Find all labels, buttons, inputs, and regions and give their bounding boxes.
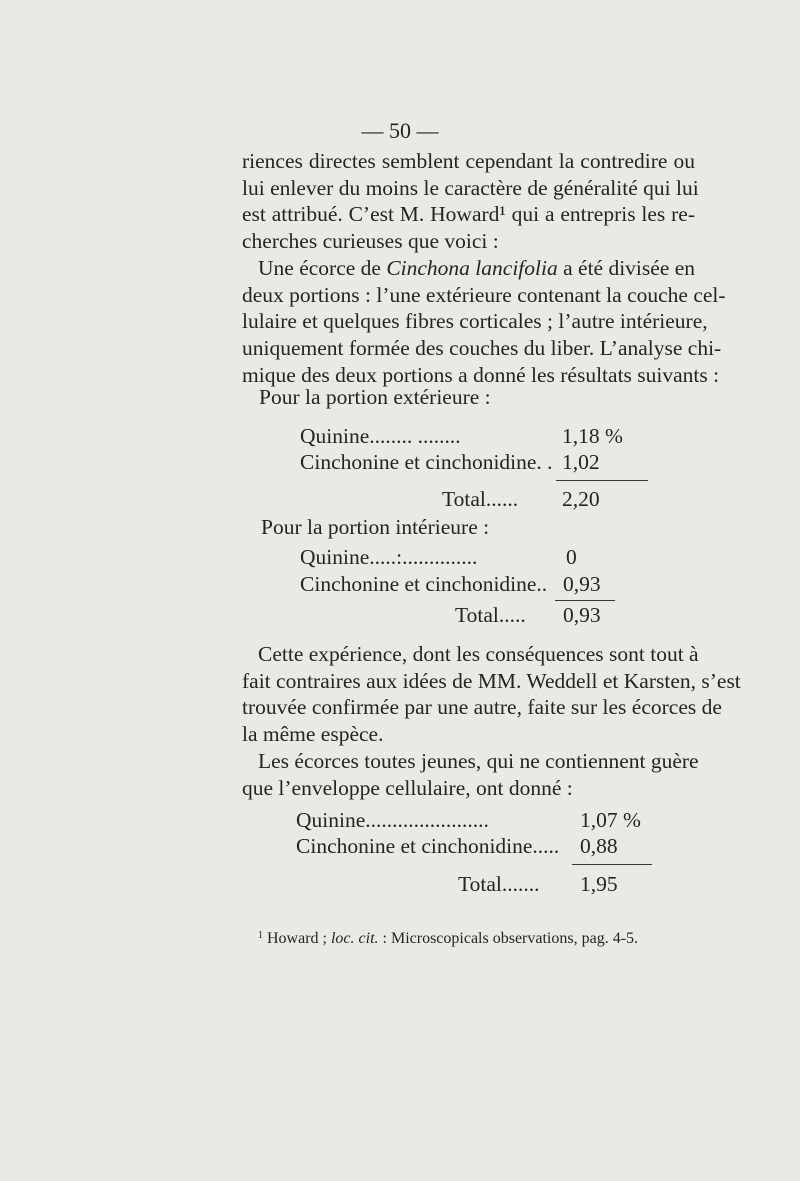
species-name: Cinchona lancifolia (386, 256, 558, 280)
text-line: mique des deux portions a donné les résultats suivants : (242, 362, 720, 387)
interior-cinchonine-value: 0,93 (563, 572, 601, 596)
text-line: est attribué. C’est M. Howard¹ qui a entrepris les re- (242, 202, 695, 227)
text-fragment: a été divisée en (557, 256, 696, 280)
paragraph-3 (242, 641, 741, 748)
text-line: lui enlever du moins le caractère de généralité qui lui (242, 175, 699, 200)
interior-cinchonine-label: Cinchonine et cinchonidine.. (300, 572, 548, 596)
text-line: cherches curieuses que voici : (242, 229, 499, 254)
paragraph-4 (242, 748, 699, 801)
text-line: deux portions : l’une extérieure contenant la couche cel- (242, 282, 726, 307)
footnote-author: Howard ; (267, 930, 331, 947)
young-total-label: Total....... (458, 872, 540, 896)
text-line: que l’enveloppe cellulaire, ont donné : (242, 775, 573, 800)
interior-quinine-label: Quinine.....:.............. (300, 545, 478, 569)
sum-rule (555, 600, 615, 601)
paragraph-1 (242, 148, 699, 255)
exterior-quinine-label: Quinine........ ........ (300, 424, 461, 448)
sum-rule (572, 864, 652, 865)
exterior-cinchonine-label: Cinchonine et cinchonidine. . (300, 450, 553, 474)
interior-quinine-value: 0 (566, 545, 577, 569)
interior-heading: Pour la portion intérieure : (261, 515, 490, 539)
text-line: lulaire et quelques fibres corticales ; l’autre intérieure, (242, 309, 708, 334)
footnote (258, 930, 638, 948)
footnote-loc: loc. cit. (330, 930, 379, 947)
text-line (242, 255, 695, 282)
text-line: Cette expérience, dont les conséquences sont tout à (258, 642, 699, 666)
exterior-cinchonine-value: 1,02 (562, 450, 600, 474)
exterior-heading: Pour la portion extérieure : (259, 385, 491, 409)
text-line: Les écorces toutes jeunes, qui ne contiennent guère (258, 749, 699, 773)
text-line: riences directes semblent cependant la contredire ou (242, 149, 695, 173)
text-line: la même espèce. (242, 722, 384, 747)
exterior-total-label: Total...... (442, 487, 519, 511)
sum-rule (556, 480, 648, 481)
young-quinine-label: Quinine....................... (296, 808, 489, 832)
footnote-marker: 1 (258, 930, 263, 941)
young-quinine-value: 1,07 % (580, 808, 641, 832)
young-total-value: 1,95 (580, 872, 618, 896)
text-fragment: Une écorce de (258, 256, 387, 280)
paragraph-2 (242, 255, 726, 389)
exterior-quinine-value: 1,18 % (562, 424, 623, 448)
text-line: trouvée confirmée par une autre, faite sur les écorces de (242, 695, 722, 720)
page-number: — 50 — (361, 118, 439, 143)
exterior-total-value: 2,20 (562, 487, 600, 511)
text-line: uniquement formée des couches du liber. L’analyse chi- (242, 336, 722, 361)
interior-total-label: Total..... (455, 603, 526, 627)
young-cinchonine-value: 0,88 (580, 834, 618, 858)
young-cinchonine-label: Cinchonine et cinchonidine..... (296, 834, 560, 858)
text-line: fait contraires aux idées de MM. Weddell et Karsten, s’est (242, 668, 741, 693)
interior-total-value: 0,93 (563, 603, 601, 627)
footnote-title: : Microscopicals observations, pag. 4-5. (378, 930, 639, 947)
